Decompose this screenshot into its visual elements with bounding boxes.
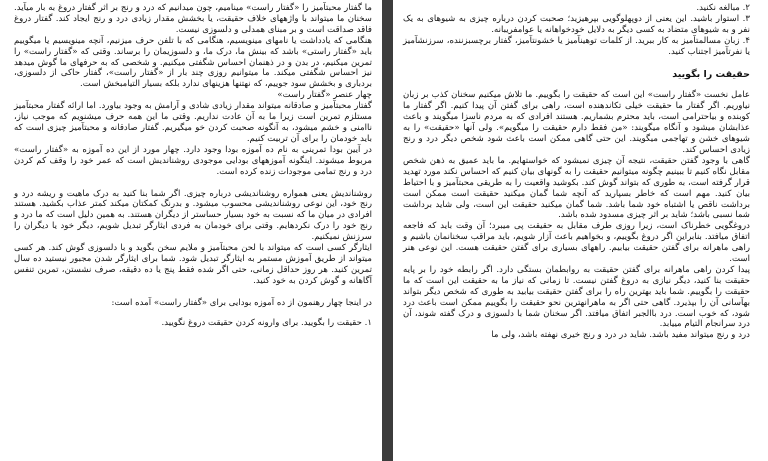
paragraph: ما گفتار محبتآمیز را «گفتار راست» مینامیم، چون میدانیم که درد و رنج بر اثر گفتار دروغ به بار میآید. سخنان ما میتواند با واژههای خلاف حقیقت، یا بخشش مقدار زیادی درد و رنج ایجاد کند. گفتار دروغ فاقد صداقت است و بر مبنای همدلی و دلسوزی نیست.	[14, 3, 372, 35]
paragraph: روشناندیش یعنی همواره روشناندیشی درباره چیزی. اگر شما بنا کنید به درک ماهیت و ریشه درد و رنج خود، این نوعی روشناندیشی محسوب میشود. و بدرنگ کمکتان میکند کمتر عذاب بکشید. هستند افرادی در میان ما که نسبت به خود بسیار حساستر از دیگران هستند. به همین دلیل است که ما درد و رنج خود را درک نکردهایم. وقتی برای خودمان به فردی ایثارگر تبدیل شویم، دیگر خود یا دیگران را سرزنش نمیکنیم.	[14, 188, 372, 243]
left-page-text	[14, 3, 372, 328]
list-item: ۲. مبالغه نکنید.	[696, 3, 750, 13]
right-page-text	[403, 3, 750, 341]
list-item: ۳. استوار باشید. این یعنی از دوپهلوگویی بپرهیزید؛ صحبت کردن درباره چیزی به شیوهای به یک نفر و به شیوهای متضاد به کسی دیگر به دلایل خودخواهانه یا عوامفریبانه.	[403, 13, 750, 35]
paragraph: هنگامی که یادداشت یا نامهای مینویسیم، هنگامی که با تلفن حرف میزنیم، آنچه مینویسیم یا میگوییم باید «گفتار راستی» باشد که بینش ما، درک ما، و دلسوزیمان را برساند. وقتی که «گفتار راست» را تمرین میکنیم، در بدن و در ذهنمان احساس شگفتی میکنیم. و شخصی که به حرفهای ما گوش میدهد نیز احساس شگفتی میکند. ما میتوانیم روزی چند بار از «گفتار راست»، گفتار حاکی از دلسوزی، بردباری و بخشش سود جوییم، که نهتنها هزینهای ندارد بلکه بسیار التیامبخش است.	[14, 35, 372, 90]
paragraph: ایثارگر کسی است که میتواند با لحن محبتآمیز و ملایم سخن بگوید و با دلسوزی گوش کند. هر کسی میتواند از طریق آموزش مستمر به ایثارگر تبدیل شود. شما برای ایثارگر شدن مجبور نیستید ده سال تمرین کنید. هر روز حداقل زمانی، حتی اگر شده فقط پنج یا ده دقیقه، صرف نشستن، تمرین تنفس آگاهانه و گوش کردن به خود کنید.	[14, 243, 372, 286]
list-item: ۴. زبان مسالمتآمیز به کار ببرید. از کلمات توهینآمیز یا خشونتآمیز، گفتار برچسبزننده، سرزنشآمیز یا نفرتآمیز اجتناب کنید.	[403, 35, 750, 57]
paragraph: گفتار محبتآمیز و صادقانه میتواند مقدار زیادی شادی و آرامش به وجود بیاورد. اما ارائه گفتار محبتآمیز مستلزم تمرین است زیرا ما به آن عادت نداریم. وقتی ما این همه حرف میشنویم که موجب نیاز، ناامنی و خشم میشود، به آنگونه صحبت کردن خو میگیریم. گفتار صادقانه و محبتآمیز چیزی است که باید خودمان را برای آن تربیت کنیم.	[14, 101, 372, 144]
list-item: ۱. حقیقت را بگویید. برای وارونه کردن حقیقت دروغ نگویید.	[161, 317, 372, 328]
paragraph: در آیین بودا تمرینی به نام ده آموزه بودا وجود دارد. چهار مورد از این ده آموزه به «گفتار راست» مربوط میشوند. اینگونه آموزههای بودایی موجودی روشناندیش است که عمر خود را وقف کم کردن درد و رنج تمامی موجودات زنده کرده است.	[14, 144, 372, 177]
right-page	[393, 0, 768, 461]
page-gutter	[382, 0, 393, 461]
subheading: چهار عنصر «گفتار راست»	[277, 90, 372, 101]
left-page	[0, 0, 382, 461]
paragraph: گاهی با وجود گفتن حقیقت، نتیجه آن چیزی نمیشود که خواستهایم. ما باید عمیق به ذهن شخص مقابل نگاه کنیم تا ببینیم چگونه میتوانیم حقیقت را به گونهای بیان کنیم که احساس نکند مورد تهدید قرار گرفته است، به طوری که بتواند گوش کند. بکوشید واقعیت را به طریقی محبتآمیز و با احتیاط بیان کنید. مهم است که خاطر بسپارید که آنچه شما گمان میکنید حقیقت است ممکن است برداشت ناقص یا اشتباه خود شما باشد. شما گمان میکنید حقیقت این است، ولی شاید برداشت شما نسبی باشد؛ شاید بر اثر چیزی مسدود شده باشد.	[403, 155, 750, 221]
paragraph: درد و رنج میتواند مفید باشد. شاید در درد و رنج خیری نهفته باشد، ولی ما	[491, 330, 750, 341]
paragraph: دروغگویی خطرناک است، زیرا روزی طرف مقابل به حقیقت پی میبرد؛ آن وقت باید که فاجعه اتفاق میافتد. بنابراین اگر دروغ بگوییم، و بخواهیم باعث آزار شویم، باید مراقب سخنانمان باشیم و راهی ماهرانه برای گفتن حقیقت بیابیم. راههای بسیاری برای گفتن حقیقت هست. این نوعی هنر است.	[403, 221, 750, 265]
paragraph: پیدا کردن راهی ماهرانه برای گفتن حقیقت به روابطمان بستگی دارد. اگر رابطه خود را بر پایه حقیقت بنا کنید، دیگر نیازی به دروغ گفتن نیست. تا زمانی که نیاز ما به حقیقت این است که ما حقیقت را بگوییم. شما باید بهترین راه را برای گفتن حقیقت بیابید به طوری که شخص دیگر بتواند بهآسانی آن را بپذیرد. گاهی حتی اگر به ماهرانهترین نحو حقیقت را بگوییم ممکن است باعث درد شود، که خوب است. درد باالجبر اتفاق میافتد. اگر سخنان شما با دلسوزی و درک گفته شوند، آن درد سرانجام التیام مییابد.	[403, 264, 750, 330]
paragraph: در اینجا چهار رهنمون از ده آموزه بودایی برای «گفتار راست» آمده است:	[111, 297, 372, 308]
paragraph: عامل نخست «گفتار راست» این است که حقیقت را بگوییم. ما تلاش میکنیم سخنان کذب بر زبان نیاوریم. اگر گفتار ما حقیقت خیلی تکاندهنده است، راهی برای گفتن آن پیدا کنیم. اگر گفتار ما کوبنده و بیاحترامی است، باید محترم بشماریم. هستند افرادی که به مردم ناسزا میگویند و باعث عذابشان میشود و آنگاه میگویند: «من فقط دارم حقیقت را میگویم». ولی آنها «حقیقت» را به شیوهای خشن و تهاجمی میگویند. این حتی گاهی ممکن است باعث شود شخص دیگر درد و رنج زیادی احساس کند.	[403, 90, 750, 155]
section-heading: حقیقت را بگویید	[672, 68, 750, 80]
